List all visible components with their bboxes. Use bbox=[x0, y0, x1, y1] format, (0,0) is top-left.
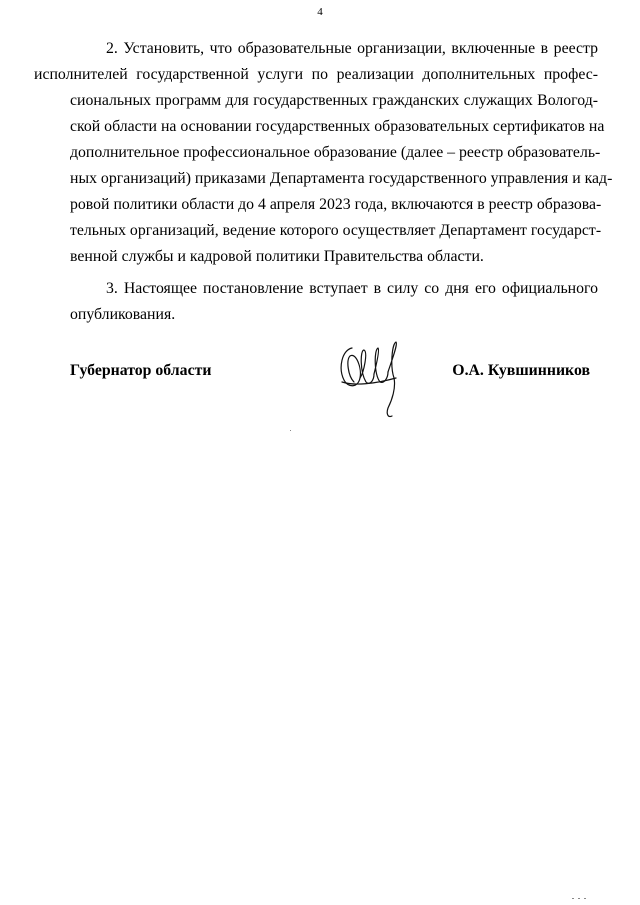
text-line: сиональных программ для государственных гражданских служащих Вологод- bbox=[70, 92, 598, 109]
text-line: 3. Настоящее постановление вступает в силу со дня его официального bbox=[106, 280, 598, 297]
document-body bbox=[34, 36, 613, 328]
text-line: ровой политики области до 4 апреля 2023 года, включаются в реестр образова- bbox=[70, 196, 602, 213]
text-line: ской области на основании государственных образовательных сертификатов на bbox=[70, 118, 605, 135]
handwritten-signature bbox=[334, 338, 412, 420]
scan-speck bbox=[584, 898, 586, 899]
text-line: тельных организаций, ведение которого осуществляет Департамент государст- bbox=[70, 222, 602, 239]
signature-row bbox=[70, 362, 590, 392]
scan-speck bbox=[572, 898, 574, 899]
signatory-title: Губернатор области bbox=[70, 362, 212, 379]
text-line: ных организаций) приказами Департамента государственного управления и кад- bbox=[70, 170, 613, 187]
paragraph-2 bbox=[34, 36, 613, 270]
scan-speck bbox=[578, 898, 580, 899]
text-line: венной службы и кадровой политики Правительства области. bbox=[70, 248, 484, 265]
paragraph-3 bbox=[70, 276, 598, 328]
text-line: опубликования. bbox=[70, 306, 176, 323]
signatory-name: О.А. Кувшинников bbox=[452, 362, 590, 379]
text-line: 2. Установить, что образовательные организации, включенные в реестр bbox=[106, 40, 598, 57]
text-line: дополнительное профессиональное образование (далее – реестр образователь- bbox=[70, 144, 601, 161]
page-number: 4 bbox=[317, 6, 323, 18]
scan-speck bbox=[290, 430, 291, 431]
text-line: исполнителей государственной услуги по реализации дополнительных профес- bbox=[34, 66, 598, 83]
